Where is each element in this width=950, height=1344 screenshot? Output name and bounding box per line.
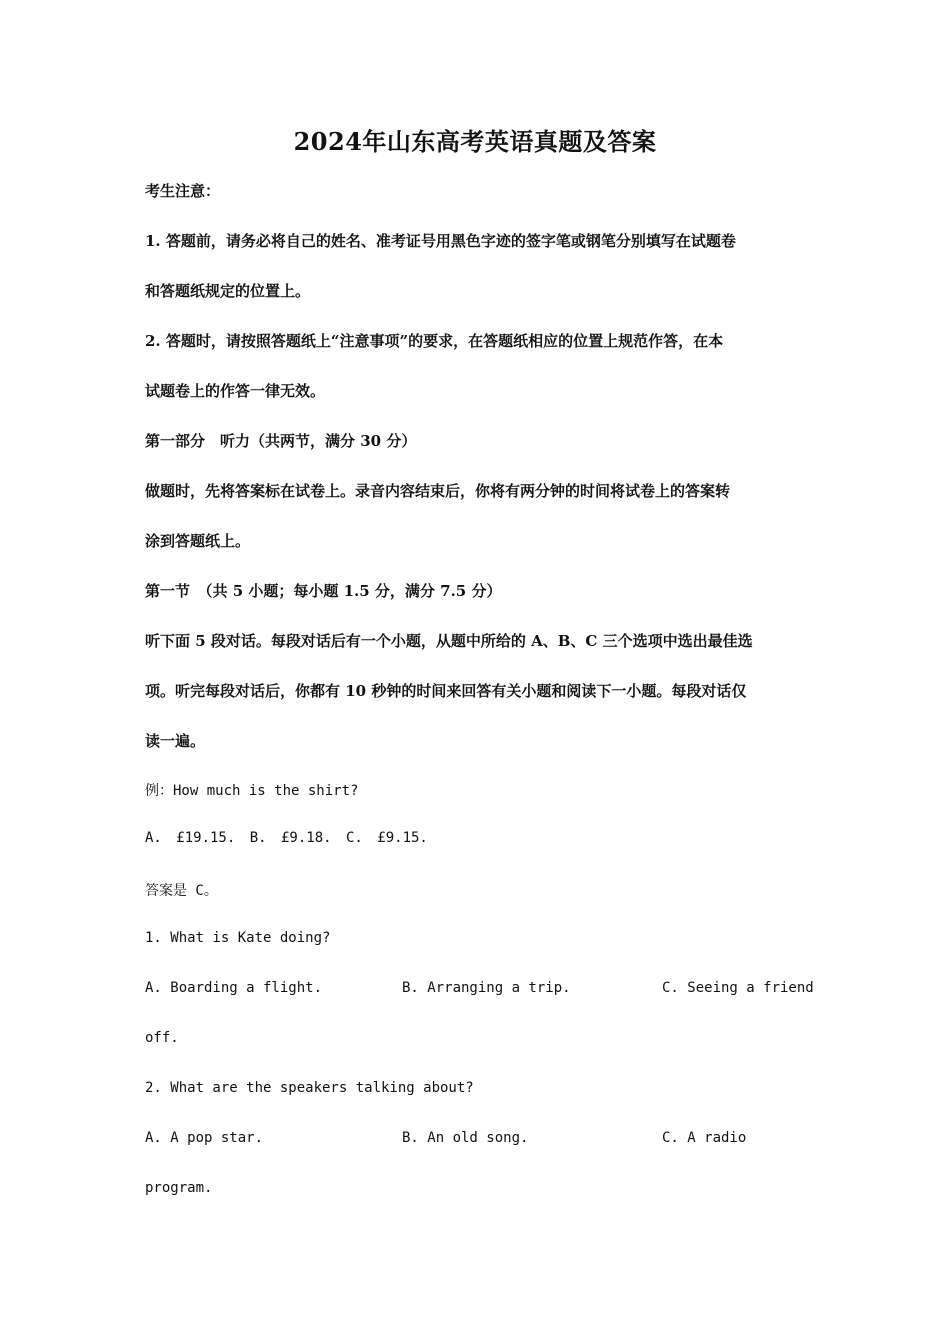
notice-item-1-line-2: 和答题纸规定的位置上。 xyxy=(145,282,311,300)
section1-heading: 第一节 （共 5 小题；每小题 1.5 分，满分 7.5 分） xyxy=(145,582,502,600)
question-1-stem: 1. What is Kate doing? xyxy=(145,930,331,946)
example-answer: 答案是 C。 xyxy=(145,883,218,899)
example-options: A. £19.15. B. £9.18. C. £9.15. xyxy=(145,830,428,846)
question-1-option-a: A. Boarding a flight. xyxy=(145,980,323,996)
question-2-option-a: A. A pop star. xyxy=(145,1130,264,1146)
question-1-option-c-wrap: off. xyxy=(145,1030,179,1046)
section1-instruction-line-1: 听下面 5 段对话。每段对话后有一个小题，从题中所给的 A、B、C 三个选项中选出最佳选 xyxy=(145,632,753,650)
question-2-stem: 2. What are the speakers talking about? xyxy=(145,1080,474,1096)
notice-item-2-line-2: 试题卷上的作答一律无效。 xyxy=(145,382,326,400)
question-1-option-c: C. Seeing a friend xyxy=(662,980,814,996)
section1-instruction-line-3: 读一遍。 xyxy=(145,732,206,750)
example-question: 例：How much is the shirt? xyxy=(145,783,359,799)
page-title: 2024年山东高考英语真题及答案 xyxy=(293,127,657,156)
section1-instruction-line-2: 项。听完每段对话后，你都有 10 秒钟的时间来回答有关小题和阅读下一小题。每段对话仅 xyxy=(145,682,747,700)
part1-intro-line-2: 涂到答题纸上。 xyxy=(145,532,251,550)
part1-heading: 第一部分 听力（共两节，满分 30 分） xyxy=(145,432,417,450)
question-2-option-c-wrap: program. xyxy=(145,1180,213,1196)
notice-item-2-line-1: 2. 答题时，请按照答题纸上“注意事项”的要求，在答题纸相应的位置上规范作答，在本 xyxy=(145,332,724,350)
question-1-option-b: B. Arranging a trip. xyxy=(402,980,571,996)
notice-item-1-line-1: 1. 答题前，请务必将自己的姓名、准考证号用黑色字迹的签字笔或钢笔分别填写在试题卷 xyxy=(145,232,736,250)
part1-intro-line-1: 做题时，先将答案标在试卷上。录音内容结束后，你将有两分钟的时间将试卷上的答案转 xyxy=(145,482,731,500)
question-2-option-c: C. A radio xyxy=(662,1130,747,1146)
question-2-option-b: B. An old song. xyxy=(402,1130,529,1146)
notice-heading: 考生注意： xyxy=(145,182,221,200)
